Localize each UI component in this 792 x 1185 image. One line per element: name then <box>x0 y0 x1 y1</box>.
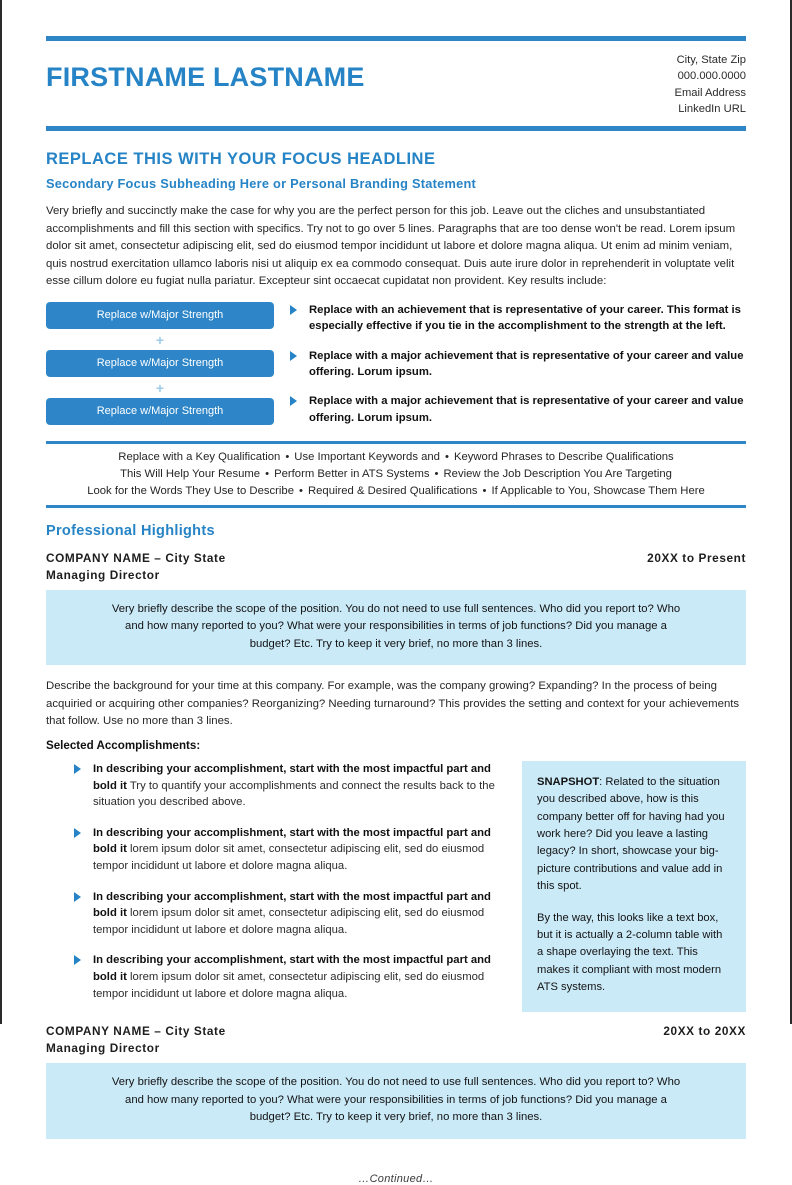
contact-block <box>674 50 746 118</box>
triangle-bullet-icon <box>290 305 297 315</box>
achievements-column <box>274 302 746 426</box>
keywords-bottom-rule <box>46 505 746 508</box>
job1-header <box>46 551 746 565</box>
triangle-bullet-icon <box>290 351 297 361</box>
keyword-line <box>46 483 746 500</box>
job1-body-row <box>46 761 746 1016</box>
achievement-item <box>290 393 746 426</box>
accomplishment-bold-lead: In describing your accomplishment, start with the most impactful part and bold it <box>93 890 491 920</box>
accomplishment-rest: lorem ipsum dolor sit amet, consectetur adipiscing elit, sed do eiusmod tempor incididunt ut labore et dolore magna aliqua. <box>93 970 485 1000</box>
accomplishment-rest: lorem ipsum dolor sit amet, consectetur adipiscing elit, sed do eiusmod tempor incididunt ut labore et dolore magna aliqua. <box>93 843 485 872</box>
job1-dates: 20XX to Present <box>647 550 746 565</box>
achievement-item <box>290 302 746 335</box>
keyword-separator-icon: • <box>299 484 303 497</box>
keywords-lines <box>46 444 746 505</box>
page-content <box>46 0 746 1185</box>
job1-bullets-column <box>46 761 508 1016</box>
keyword-item: This Will Help Your Resume <box>120 467 261 480</box>
triangle-bullet-icon <box>74 764 81 774</box>
accomplishment-bold-lead: In describing your accomplishment, start with the most impactful part and bold it <box>93 763 491 792</box>
triangle-bullet-icon <box>74 955 81 965</box>
keyword-separator-icon: • <box>265 467 270 480</box>
keyword-item: Required & Desired Qualifications <box>307 484 478 497</box>
continued-footer: …Continued… <box>358 1172 434 1185</box>
strength-button-2[interactable]: Replace w/Major Strength <box>46 350 274 377</box>
accomplishment-bullet <box>74 952 508 1002</box>
accomplishment-text <box>93 889 508 939</box>
accomplishment-rest: Try to quantify your accomplishments and connect the results back to the situation you described above. <box>93 779 495 809</box>
keyword-item: Review the Job Description You Are Targeting <box>443 467 672 480</box>
achievement-item <box>290 348 746 381</box>
focus-section <box>46 150 746 291</box>
contact-email: Email Address <box>674 86 746 99</box>
job1-company: COMPANY NAME – City State <box>46 550 226 565</box>
keyword-separator-icon: • <box>285 451 290 464</box>
accomplishment-bold-lead: In describing your accomplishment, start with the most impactful part and bold it <box>93 826 491 856</box>
plus-separator-2: + <box>155 379 165 396</box>
achievement-text: Replace with an achievement that is representative of your career. This format is especially effective if you tie in the accomplishment to the strength at the left. <box>309 303 741 333</box>
achievement-text: Replace with a major achievement that is representative of your career and value offering. Lorum ipsum. <box>309 395 744 424</box>
plus-separator-1: + <box>155 331 165 348</box>
snapshot-box <box>522 761 746 1012</box>
keyword-item: Replace with a Key Qualification <box>118 451 281 464</box>
intro-paragraph: Very briefly and succinctly make the case for why you are the perfect person for this job. Leave out the cliches and unsubstantiated accomplishments and fill this section with specifics. Try not to go over 5 lines. Paragraphs that are too dense won't be read. Lorem ipsum dolor sit amet, consectetur adipiscing elit, sed do eiusmod tempor incididunt ut labore et dolore magna aliqua. Ut enim ad minim veniam, quis nostrud exercitation ullamco laboris nisi ut aliquip ex ea commodo consequat. Duis aute irure dolor in reprehenderit in voluptate velit esse cillum dolore eu fugiat nulla pariatur. Excepteur sint occaecat cupidatat non provident. Key results include: <box>46 204 736 288</box>
job2-dates: 20XX to 20XX <box>663 1024 746 1039</box>
accomplishment-bold-lead: In describing your accomplishment, start with the most impactful part and bold it <box>93 954 491 983</box>
job2-company: COMPANY NAME – City State <box>46 1024 226 1039</box>
keyword-separator-icon: • <box>482 484 487 497</box>
accomplishment-bullet <box>74 889 508 939</box>
accomplishment-text <box>93 761 508 811</box>
contact-linkedin: LinkedIn URL <box>678 103 746 116</box>
strength-button-1[interactable]: Replace w/Major Strength <box>46 302 274 329</box>
triangle-bullet-icon <box>290 396 297 406</box>
keyword-line <box>46 449 746 466</box>
job2-title: Managing Director <box>46 1041 160 1056</box>
keyword-item: Use Important Keywords and <box>294 451 440 464</box>
accomplishment-bullet <box>74 761 508 811</box>
section-title-professional-highlights: Professional Highlights <box>46 522 215 539</box>
keyword-item: Look for the Words They Use to Describe <box>87 484 294 497</box>
triangle-bullet-icon <box>74 892 81 902</box>
strengths-achievements-row <box>46 302 746 426</box>
focus-subheading: Secondary Focus Subheading Here or Personal Branding Statement <box>46 175 477 191</box>
page-title: FIRSTNAME LASTNAME <box>46 62 365 92</box>
job2-scope-box: Very briefly describe the scope of the position. You do not need to use full sentences. Who did you report to? Who and how many reported to you? What were your responsibilities in terms of job functions? Did you manage a budget? Etc. Try to keep it very brief, no more than 3 lines. <box>46 1063 746 1139</box>
header-bottom-rule <box>46 126 746 131</box>
keyword-item: Keyword Phrases to Describe Qualifications <box>453 451 674 464</box>
snapshot-paragraph-2: By the way, this looks like a text box, but it is actually a 2-column table with a shape overlaying the text. This makes it compliant with most modern ATS systems. <box>537 911 723 993</box>
job1-scope-box: Very briefly describe the scope of the position. You do not need to use full sentences. Who did you report to? Who and how many reported to you? What were your responsibilities in terms of job functions? Did you manage a budget? Etc. Try to keep it very brief, no more than 3 lines. <box>46 590 746 666</box>
keyword-item: If Applicable to You, Showcase Them Here <box>491 484 705 497</box>
strength-button-3[interactable]: Replace w/Major Strength <box>46 398 274 425</box>
accomplishment-rest: lorem ipsum dolor sit amet, consectetur adipiscing elit, sed do eiusmod tempor incididunt ut labore et dolore magna aliqua. <box>93 907 485 936</box>
achievement-text: Replace with a major achievement that is representative of your career and value offering. Lorum ipsum. <box>309 349 744 378</box>
strengths-column <box>46 302 274 426</box>
contact-phone: 000.000.0000 <box>677 70 746 83</box>
contact-city: City, State Zip <box>676 54 746 66</box>
keyword-separator-icon: • <box>444 451 449 464</box>
job1-accomplishments-label: Selected Accomplishments: <box>46 739 201 753</box>
accomplishment-text <box>93 825 508 875</box>
accomplishment-text <box>93 952 508 1002</box>
focus-headline: REPLACE THIS WITH YOUR FOCUS HEADLINE <box>46 149 436 168</box>
keyword-item: Perform Better in ATS Systems <box>274 467 430 480</box>
job2-header <box>46 1024 746 1038</box>
triangle-bullet-icon <box>74 828 81 838</box>
accomplishment-bullet <box>74 825 508 875</box>
keywords-section <box>46 441 746 508</box>
job1-title: Managing Director <box>46 567 160 582</box>
snapshot-text-1: : Related to the situation you described above, how is this company better off for having had you work here? Did you leave a lasting legacy? In short, showcase your big-picture contributions and value add in this spot. <box>537 776 725 893</box>
keyword-line <box>46 466 746 483</box>
snapshot-label: SNAPSHOT <box>537 776 600 789</box>
snapshot-paragraph-1 <box>537 774 731 896</box>
job1-background: Describe the background for your time at this company. For example, was the company growing? Expanding? In the process of being acquiried or acquiring other companies? Reorganizing? Needing turnaround? This provides the setting and context for your achievements that follow. Use no more than 3 lines. <box>46 680 740 728</box>
header-band <box>46 41 746 126</box>
keyword-separator-icon: • <box>434 467 439 480</box>
